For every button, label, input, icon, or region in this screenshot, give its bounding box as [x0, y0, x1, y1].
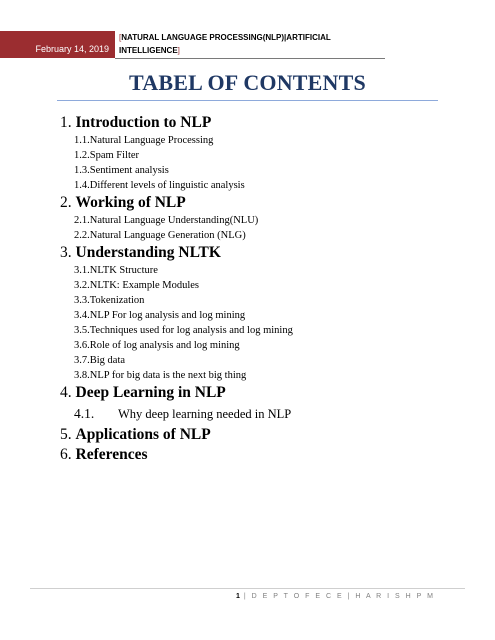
- toc-item-text: Different levels of linguistic analysis: [89, 180, 245, 191]
- page-title: TABEL OF CONTENTS: [129, 70, 366, 95]
- toc-section-3[interactable]: [60, 243, 450, 263]
- toc-section-4[interactable]: [60, 383, 450, 403]
- page-footer: [236, 593, 435, 600]
- toc-item-text: Big data: [89, 355, 126, 366]
- header-title-text: NATURAL LANGUAGE PROCESSING(NLP)|ARTIFICIAL INTELLIGENCE: [119, 33, 331, 55]
- toc-item-text: Sentiment analysis: [89, 165, 169, 176]
- toc-item-number: 3.5.: [74, 325, 90, 336]
- toc-section-number: 3.: [60, 244, 72, 261]
- toc-item-number: 1.2.: [74, 150, 90, 161]
- table-of-contents: [60, 113, 450, 465]
- toc-item-number: 1.3.: [74, 165, 90, 176]
- toc-item-number: 2.1.: [74, 215, 90, 226]
- toc-item-number: 3.6.: [74, 340, 90, 351]
- toc-item-text: NLP For log analysis and log mining: [89, 310, 246, 321]
- toc-item-3-1[interactable]: [60, 263, 450, 278]
- header-date-box: [0, 31, 115, 58]
- toc-item-number: 3.3.: [74, 295, 90, 306]
- toc-item-text: NLTK Structure: [89, 265, 158, 276]
- toc-section-label: References: [75, 446, 148, 463]
- toc-section-label: Applications of NLP: [75, 426, 211, 443]
- toc-item-text: Spam Filter: [89, 150, 140, 161]
- toc-section-number: 5.: [60, 426, 72, 443]
- title-rule: [57, 100, 438, 101]
- toc-item-text: Why deep learning needed in NLP: [118, 407, 292, 421]
- toc-item-3-5[interactable]: [60, 323, 450, 338]
- toc-item-number: 1.4.: [74, 180, 90, 191]
- toc-item-number: 1.1.: [74, 135, 90, 146]
- header-bracket-open: [: [119, 33, 122, 42]
- toc-item-text: Natural Language Generation (NLG): [89, 230, 246, 241]
- toc-item-number: 3.7.: [74, 355, 90, 366]
- toc-section-label: Understanding NLTK: [75, 244, 221, 261]
- header-title: [119, 31, 359, 57]
- toc-item-2-1[interactable]: [60, 213, 450, 228]
- toc-section-number: 6.: [60, 446, 72, 463]
- toc-section-number: 2.: [60, 194, 72, 211]
- toc-item-1-1[interactable]: [60, 133, 450, 148]
- toc-section-1[interactable]: [60, 113, 450, 133]
- toc-item-text: Natural Language Understanding(NLU): [89, 215, 259, 226]
- toc-item-text: Natural Language Processing: [89, 135, 214, 146]
- toc-section-2[interactable]: [60, 193, 450, 213]
- toc-item-1-2[interactable]: [60, 148, 450, 163]
- toc-section-label: Introduction to NLP: [75, 114, 212, 131]
- toc-section-number: 1.: [60, 114, 72, 131]
- toc-item-3-7[interactable]: [60, 353, 450, 368]
- toc-item-number: 3.2.: [74, 280, 90, 291]
- toc-item-4-1[interactable]: [60, 403, 450, 425]
- header-bracket-close: ]: [177, 46, 180, 55]
- toc-item-number: 3.8.: [74, 370, 90, 381]
- toc-item-1-3[interactable]: [60, 163, 450, 178]
- toc-item-number: 2.2.: [74, 230, 90, 241]
- toc-item-number: 4.1.: [74, 406, 95, 421]
- header-date: February 14, 2019: [35, 44, 109, 54]
- toc-item-text: NLTK: Example Modules: [89, 280, 200, 291]
- toc-item-text: Techniques used for log analysis and log mining: [89, 325, 293, 336]
- toc-item-text: NLP for big data is the next big thing: [89, 370, 247, 381]
- toc-section-number: 4.: [60, 384, 72, 401]
- toc-item-1-4[interactable]: [60, 178, 450, 193]
- toc-item-text: Tokenization: [89, 295, 145, 306]
- toc-section-5[interactable]: [60, 425, 450, 445]
- toc-item-text: Role of log analysis and log mining: [89, 340, 240, 351]
- toc-item-2-2[interactable]: [60, 228, 450, 243]
- page-number: 1: [236, 593, 240, 600]
- footer-text: | D E P T O F E C E | H A R I S H P M: [243, 593, 435, 600]
- footer-divider: [30, 588, 465, 589]
- toc-item-3-4[interactable]: [60, 308, 450, 323]
- toc-item-3-6[interactable]: [60, 338, 450, 353]
- toc-section-label: Deep Learning in NLP: [75, 384, 226, 401]
- toc-section-label: Working of NLP: [75, 194, 186, 211]
- toc-item-3-3[interactable]: [60, 293, 450, 308]
- header-divider: [115, 58, 385, 59]
- toc-item-3-2[interactable]: [60, 278, 450, 293]
- toc-section-6[interactable]: [60, 445, 450, 465]
- toc-item-3-8[interactable]: [60, 368, 450, 383]
- toc-item-number: 3.4.: [74, 310, 90, 321]
- toc-item-number: 3.1.: [74, 265, 90, 276]
